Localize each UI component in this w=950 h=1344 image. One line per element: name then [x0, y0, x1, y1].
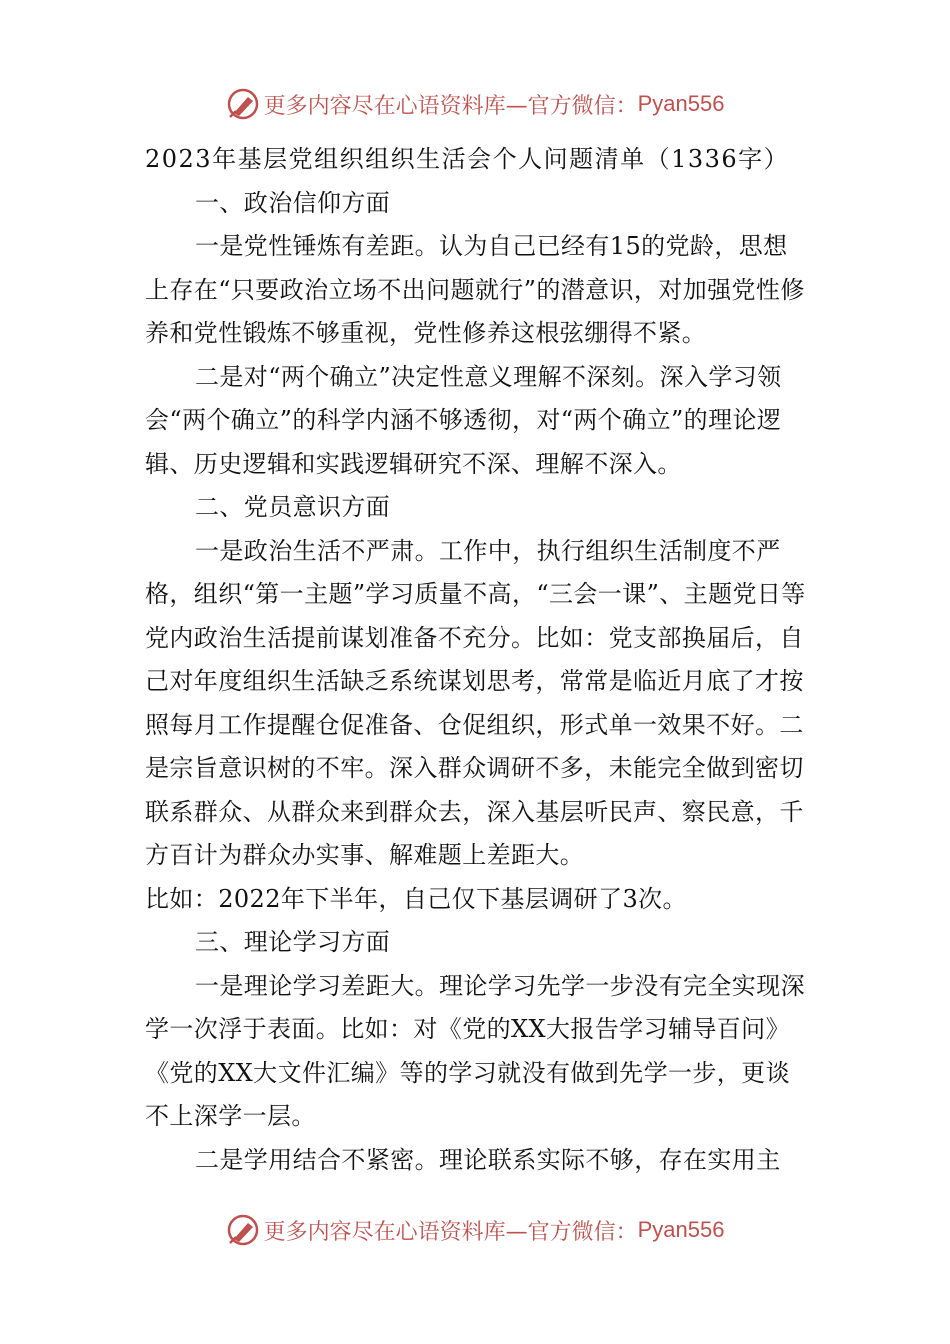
- header-watermark-banner: [0, 84, 950, 124]
- pen-nib-circle-icon: [226, 1213, 260, 1247]
- paragraph: 二是学用结合不紧密。理论联系实际不够，存在实用主: [195, 1145, 781, 1174]
- footer-watermark-banner: [0, 1210, 950, 1250]
- section-heading: 一、政治信仰方面: [195, 188, 391, 217]
- pen-nib-circle-icon: [226, 87, 260, 121]
- document-body: [145, 138, 810, 1182]
- banner-text: 更多内容尽在心语资料库—官方微信：: [263, 93, 638, 119]
- paragraph: 二是对“两个确立”决定性意义理解不深刻。深入学习领会“两个确立”的科学内涵不够透彻，对“两个确立”的理论逻辑、历史逻辑和实践逻辑研究不深、理解不深入。: [145, 362, 782, 478]
- document-title: 2023年基层党组织组织生活会个人问题清单（1336字）: [145, 145, 790, 173]
- banner-wechat-id: Pyan556: [637, 1217, 725, 1242]
- section-heading: 二、党员意识方面: [195, 493, 391, 521]
- paragraph: 比如：2022年下半年，自己仅下基层调研了3次。: [145, 884, 687, 913]
- paragraph: 一是党性锤炼有差距。认为自己已经有15的党龄，思想上存在“只要政治立场不出问题就行”的潜意识，对加强党性修养和党性锻炼不够重视，党性修养这根弦绷得不紧。: [145, 232, 805, 347]
- banner-wechat-id: Pyan556: [637, 91, 725, 116]
- paragraph: 一是理论学习差距大。理论学习先学一步没有完全实现深学一次浮于表面。比如：对《党的XX大报告学习辅导百问》《党的XX大文件汇编》等的学习就没有做到先学一步，更谈不上深学一层。: [145, 971, 805, 1130]
- paragraph: 一是政治生活不严肃。工作中，执行组织生活制度不严格，组织“第一主题”学习质量不高，“三会一课”、主题党日等党内政治生活提前谋划准备不充分。比如：党支部换届后，自己对年度组织生活缺乏系统谋划思考，常常是临近月底了才按照每月工作提醒仓促准备、仓促组织，形式单一效果不好。二是宗旨意识树的不牢。深入群众调研不多，未能完全做到密切联系群众、从群众来到群众去，深入基层听民声、察民意，千方百计为群众办实事、解难题上差距大。: [145, 536, 806, 869]
- banner-text: 更多内容尽在心语资料库—官方微信：: [263, 1219, 638, 1245]
- section-heading: 三、理论学习方面: [195, 928, 391, 956]
